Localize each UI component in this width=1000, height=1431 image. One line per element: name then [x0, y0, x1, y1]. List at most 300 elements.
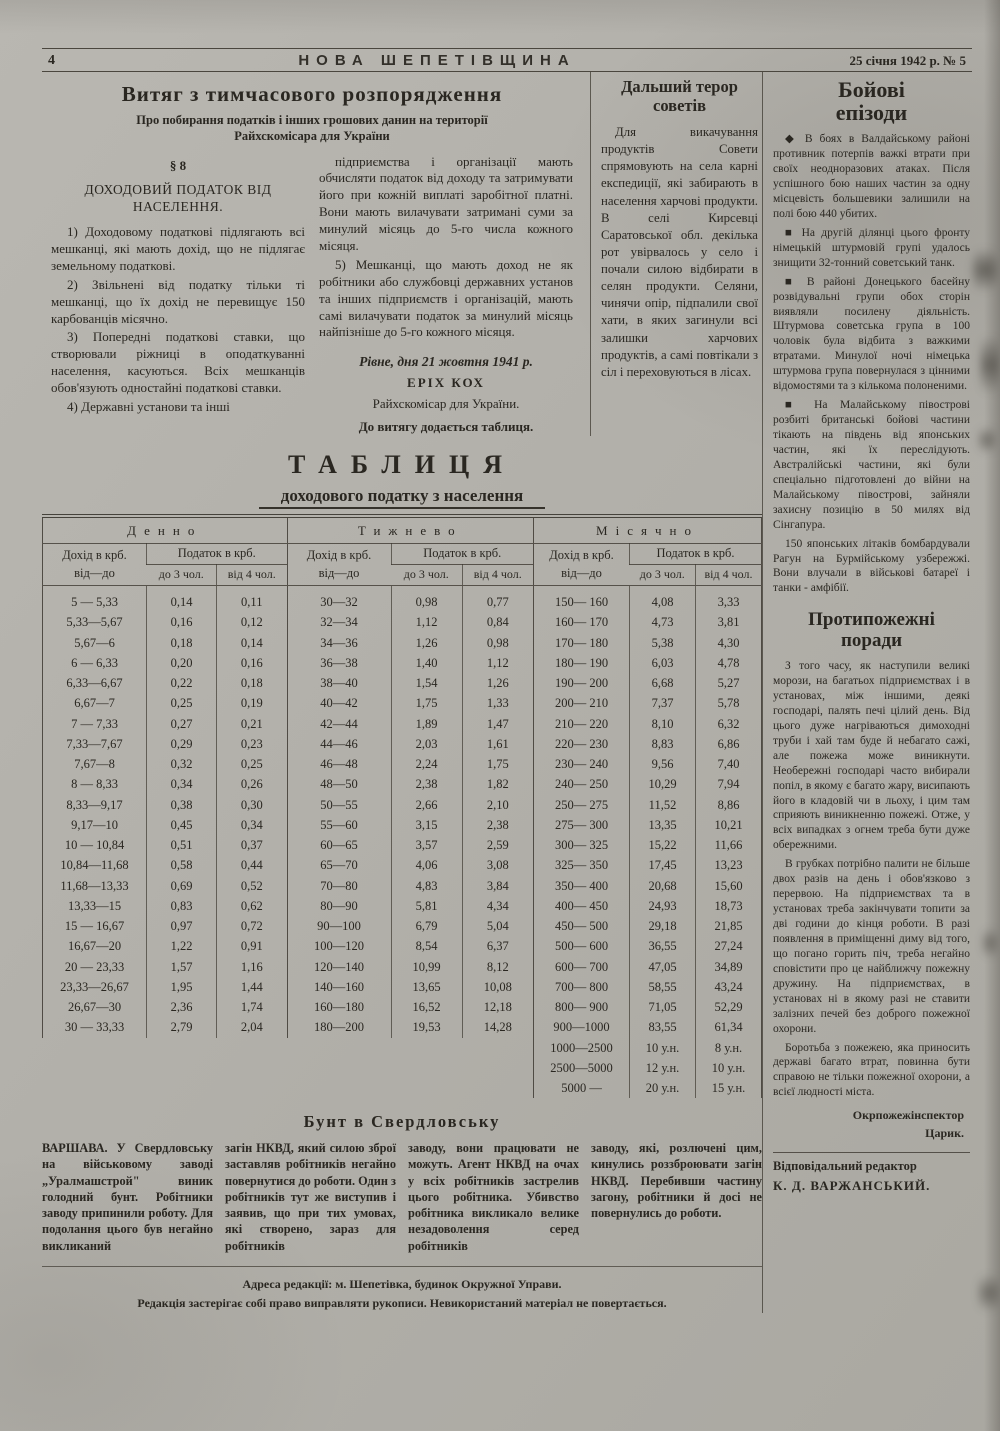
table-row	[287, 653, 533, 673]
fire-title	[773, 610, 970, 652]
section-mark: § 8	[169, 157, 187, 173]
editor-label: Відповідальний редактор	[773, 1159, 917, 1174]
fire-signoff	[773, 1106, 970, 1142]
tax-up-to-3: 10 у.н.	[630, 1038, 696, 1058]
article-column-2	[312, 154, 580, 436]
table-row	[534, 754, 762, 774]
table-row	[287, 835, 533, 855]
tax-up-to-3: 13,35	[630, 815, 696, 835]
tax-up-to-3: 8,83	[630, 734, 696, 754]
income-range: 210— 220	[554, 716, 609, 731]
col3-label: до 3 чол.	[147, 564, 217, 585]
income-range: 250— 275	[554, 797, 609, 812]
tax-up-to-3: 15,22	[630, 835, 696, 855]
tax-up-to-3: 0,14	[147, 586, 217, 613]
article-subtitle	[44, 112, 580, 145]
fire-title-line: поради	[840, 630, 903, 652]
article-columns	[44, 154, 580, 436]
tax-from-4: 8 у.н.	[696, 1038, 762, 1058]
tax-up-to-3: 20 у.н.	[630, 1078, 696, 1098]
signoff-name: Царик.	[925, 1126, 964, 1141]
income-range: 7,33—7,67	[66, 736, 123, 751]
tax-from-4: 0,44	[217, 855, 287, 875]
tax-up-to-3: 6,79	[391, 916, 462, 936]
col4-label: від 4 чол.	[217, 564, 287, 585]
tax-up-to-3: 1,22	[147, 936, 217, 956]
income-range: 120—140	[314, 959, 364, 974]
riot-column-3: заводу, вони працювати не можуть. Агент НКВД на очах у всіх робітників застрелив цього робітника. Убивство робітника викликало велике незадоволення серед робітників	[408, 1141, 579, 1253]
income-range: 700— 800	[554, 979, 609, 994]
riot-columns	[42, 1140, 762, 1254]
table-note: До витягу додається таблиця.	[358, 418, 534, 434]
income-range: 140—160	[314, 979, 364, 994]
tax-up-to-3: 0,45	[147, 815, 217, 835]
tax-from-4: 0,72	[217, 916, 287, 936]
tax-up-to-3: 5,81	[391, 896, 462, 916]
income-range: 65—70	[320, 858, 358, 873]
tax-up-to-3: 71,05	[630, 997, 696, 1017]
table-row	[43, 586, 287, 613]
tax-from-4: 0,16	[217, 653, 287, 673]
tax-from-4: 6,86	[696, 734, 762, 754]
table-row	[534, 835, 762, 855]
table-row	[287, 612, 533, 632]
tax-up-to-3: 47,05	[630, 957, 696, 977]
tax-from-4: 1,33	[462, 693, 533, 713]
tax-from-4: 0,30	[217, 795, 287, 815]
stain	[980, 320, 1000, 410]
table-row	[287, 855, 533, 875]
tax-from-4: 1,12	[462, 653, 533, 673]
tax-from-4: 11,66	[696, 835, 762, 855]
table-row	[534, 734, 762, 754]
table-subtitle	[42, 486, 762, 506]
tax-up-to-3: 8,10	[630, 714, 696, 734]
tax-up-to-3: 13,65	[391, 977, 462, 997]
section-heading-line: ДОХОДОВИЙ ПОДАТОК ВІД	[84, 182, 272, 198]
tax-up-to-3: 11,52	[630, 795, 696, 815]
income-range: 8,33—9,17	[66, 797, 123, 812]
table-row	[287, 957, 533, 977]
riot-column-2: загін НКВД, який силою зброї заставляв робітників негайно повернутися до роботи. Один з робітників тут же виступив і заявив, що при тих умовах, які створено, зараз для робітників	[225, 1141, 396, 1253]
table-row	[43, 612, 287, 632]
income-range: 240— 250	[554, 777, 609, 792]
tax-up-to-3: 10,29	[630, 774, 696, 794]
battle-title-line: Бойові	[838, 77, 905, 102]
tax-from-4: 0,34	[217, 815, 287, 835]
tax-from-4: 1,16	[217, 957, 287, 977]
signature-role: Райхскомісар для України.	[372, 395, 520, 411]
income-range: 325— 350	[554, 858, 609, 873]
tax-from-4: 7,94	[696, 774, 762, 794]
tax-up-to-3: 0,20	[147, 653, 217, 673]
income-range: 275— 300	[554, 817, 609, 832]
tax-up-to-3: 0,97	[147, 916, 217, 936]
tax-from-4: 10,21	[696, 815, 762, 835]
income-range: 6,67—7	[74, 696, 115, 711]
table-row	[534, 1017, 762, 1037]
tax-from-4: 0,37	[217, 835, 287, 855]
battle-item: ■ В районі Донецького басейну розвідувальні групи обох сторін виявляли посилену діяльність. Штурмова советська група в 100 чоловік була відбита з важкими втратами. Минулої ночі німецька штурмова група повернулася з цінними відомостями та з кількома полоненими.	[773, 275, 970, 393]
income-range: 48—50	[320, 777, 358, 792]
table-row	[287, 1017, 533, 1037]
tax-up-to-3: 0,83	[147, 896, 217, 916]
table-row	[287, 997, 533, 1017]
tax-tables	[42, 514, 762, 1099]
tax-up-to-3: 0,38	[147, 795, 217, 815]
footer-address: Адреса редакції: м. Шепетівка, будинок Окружної Управи.	[242, 1276, 562, 1291]
table-row	[43, 855, 287, 875]
income-range: 80—90	[320, 898, 358, 913]
tax-from-4: 0,91	[217, 936, 287, 956]
table-row	[287, 734, 533, 754]
table-row	[534, 1078, 762, 1098]
tax-from-4: 0,21	[217, 714, 287, 734]
table-row	[534, 1058, 762, 1078]
table-row	[43, 653, 287, 673]
income-range: 38—40	[320, 676, 358, 691]
tax-from-4: 6,37	[462, 936, 533, 956]
tax-from-4: 15,60	[696, 876, 762, 896]
article-column-1	[44, 154, 312, 436]
income-range: 26,67—30	[67, 1000, 122, 1015]
fire-paragraph: В грубках потрібно палити не більше двох разів на день і обов'язково з перервою. На підприємствах та в установах треба закінчувати топити за дві години до кінця роботи. В разі появлення в приміщенні диму від того, що погано горить піч, треба негайно сповістити про це найближчу пожежну дружину. На підприємствах, в установах ні в якому разі не ставити залізних печей без доброго пожежної охорони.	[773, 858, 970, 1035]
range-label: від—до	[74, 566, 115, 581]
signature-name: ЕРІХ КОХ	[407, 374, 485, 390]
tax-from-4: 2,59	[462, 835, 533, 855]
income-range: 230— 240	[554, 757, 609, 772]
tax-up-to-3: 6,68	[630, 673, 696, 693]
income-range: 500— 600	[554, 939, 609, 954]
income-range: 90—100	[317, 919, 361, 934]
tax-from-4: 2,38	[462, 815, 533, 835]
table-row	[534, 714, 762, 734]
income-range: 5000 —	[561, 1081, 602, 1096]
tax-from-4: 3,84	[462, 876, 533, 896]
table-row	[534, 876, 762, 896]
issue-date: 25 січня 1942 р. № 5	[849, 52, 966, 68]
income-range: 70—80	[320, 878, 358, 893]
tax-up-to-3: 1,40	[391, 653, 462, 673]
group-name-weekly: Тижнево	[287, 518, 533, 544]
tax-up-to-3: 2,79	[147, 1017, 217, 1037]
table-row	[287, 896, 533, 916]
paragraph: 4) Державні установи та інші	[67, 399, 230, 415]
tax-up-to-3: 4,73	[630, 612, 696, 632]
battle-item: ■ На другій ділянці цього фронту німецькій штурмовій групі удалось знищити 32-тонний советський танк.	[773, 226, 970, 269]
editor-name: К. Д. ВАРЖАНСЬКИЙ.	[773, 1178, 931, 1194]
tax-up-to-3: 2,03	[391, 734, 462, 754]
range-label: від—до	[561, 566, 602, 581]
table-row	[43, 774, 287, 794]
table-row	[43, 936, 287, 956]
masthead-title: НОВА ШЕПЕТІВЩИНА	[298, 52, 576, 69]
tax-from-4: 3,81	[696, 612, 762, 632]
tax-up-to-3: 2,38	[391, 774, 462, 794]
table-row	[534, 586, 762, 613]
battle-title-line: епізоди	[835, 100, 908, 126]
tax-from-4: 12,18	[462, 997, 533, 1017]
tax-from-4: 1,82	[462, 774, 533, 794]
tax-up-to-3: 19,53	[391, 1017, 462, 1037]
tax-from-4: 0,23	[217, 734, 287, 754]
table-row	[287, 774, 533, 794]
table-row	[43, 815, 287, 835]
tax-from-4: 5,04	[462, 916, 533, 936]
income-range: 6 — 6,33	[71, 655, 118, 670]
tax-up-to-3: 24,93	[630, 896, 696, 916]
table-row	[534, 855, 762, 875]
editor-block	[773, 1152, 970, 1194]
footer-notice: Редакція застерігає собі право виправляти рукописи. Невикористаний матеріал не повертається.	[137, 1295, 667, 1310]
income-label: Дохід в крб.	[549, 547, 614, 562]
income-range: 44—46	[320, 736, 358, 751]
tax-from-4: 2,10	[462, 795, 533, 815]
tax-up-to-3: 0,34	[147, 774, 217, 794]
table-row	[287, 673, 533, 693]
tax-from-4: 0,52	[217, 876, 287, 896]
tax-up-to-3: 58,55	[630, 977, 696, 997]
table-row	[43, 693, 287, 713]
income-range: 36—38	[320, 655, 358, 670]
income-range: 34—36	[320, 635, 358, 650]
income-range: 13,33—15	[67, 898, 122, 913]
tax-up-to-3: 20,68	[630, 876, 696, 896]
tax-up-to-3: 83,55	[630, 1017, 696, 1037]
table-row	[287, 714, 533, 734]
income-range: 8 — 8,33	[71, 777, 118, 792]
riot-article	[42, 1112, 762, 1254]
table-row	[43, 633, 287, 653]
tax-up-to-3: 0,29	[147, 734, 217, 754]
terror-title-line: Дальший терор	[621, 77, 738, 96]
income-range: 20 — 23,33	[64, 959, 125, 974]
tax-from-4: 34,89	[696, 957, 762, 977]
tax-up-to-3: 1,75	[391, 693, 462, 713]
page-content	[42, 72, 972, 1313]
tax-table-weekly	[287, 518, 534, 1038]
income-range: 32—34	[320, 615, 358, 630]
income-range: 220— 230	[554, 736, 609, 751]
tax-from-4: 18,73	[696, 896, 762, 916]
tax-up-to-3: 2,24	[391, 754, 462, 774]
tax-from-4: 1,26	[462, 673, 533, 693]
table-row	[287, 876, 533, 896]
tax-from-4: 15 у.н.	[696, 1078, 762, 1098]
tax-from-4: 5,27	[696, 673, 762, 693]
table-row	[534, 936, 762, 956]
tax-from-4: 4,30	[696, 633, 762, 653]
table-row	[43, 957, 287, 977]
fire-paragraph: Боротьба з пожежею, яка приносить державі багато втрат, повинна бути справою не тільки пожежної охорони, а всієї людності міста.	[773, 1041, 970, 1099]
income-range: 160—180	[314, 1000, 364, 1015]
table-row	[43, 896, 287, 916]
table-row	[534, 653, 762, 673]
table-title: ТАБЛИЦЯ	[288, 449, 516, 479]
tax-up-to-3: 0,25	[147, 693, 217, 713]
subtitle-line: Райхскомісара для України	[234, 129, 390, 144]
income-range: 800— 900	[554, 1000, 609, 1015]
tax-from-4: 1,44	[217, 977, 287, 997]
table-row	[43, 714, 287, 734]
terror-article	[591, 72, 762, 436]
income-range: 150— 160	[554, 595, 609, 610]
left-region	[42, 72, 762, 1313]
income-range: 6,33—6,67	[66, 676, 123, 691]
table-subtitle-text: доходового податку з населення	[259, 486, 546, 509]
table-row	[534, 633, 762, 653]
income-range: 900—1000	[553, 1020, 610, 1035]
income-range: 450— 500	[554, 919, 609, 934]
tax-table-daily	[42, 518, 287, 1038]
income-range: 23,33—26,67	[60, 979, 129, 994]
table-row	[287, 936, 533, 956]
range-label: від—до	[318, 566, 360, 581]
tax-from-4: 2,04	[217, 1017, 287, 1037]
tax-up-to-3: 29,18	[630, 916, 696, 936]
tax-from-4: 8,86	[696, 795, 762, 815]
tax-up-to-3: 8,54	[391, 936, 462, 956]
section-heading	[51, 182, 305, 216]
fire-paragraph: З того часу, як наступили великі морози, на багатьох підприємствах і в установах, між іншими, деякі господарі, палять печі цілий день. Від цього дуже нагріваються димоходні труби і хай там буде й небагато сажі, але пожежа може виникнути. Необережні господарі часто вибирали попіл, в якому є багато жару, висипають його в кладовій чи в льоху, і цим там сприяють виникненню пожежі. Отже, у всіх випадках з огнем треба бути дуже обережними.	[773, 660, 970, 852]
tax-up-to-3: 7,37	[630, 693, 696, 713]
tax-from-4: 10,08	[462, 977, 533, 997]
stain	[978, 420, 996, 460]
tax-up-to-3: 1,26	[391, 633, 462, 653]
battle-item: ■ На Малайському півострові розбиті британські бойові частини тікають на південь від японських частин, які їх переслідують. Австралійські частини, які були спеціально підготовлені до війни на Малайському півострові, зайняли захисну позицію в 50 милях від Сінгапура.	[773, 399, 970, 531]
tax-from-4: 13,23	[696, 855, 762, 875]
tax-from-4: 7,40	[696, 754, 762, 774]
table-row	[287, 977, 533, 997]
tax-up-to-3: 1,54	[391, 673, 462, 693]
income-label: Дохід в крб.	[306, 547, 372, 562]
riot-column-4: заводу, які, розлючені цим, кинулись роззброювати загін НКВД. Перебивши частину загону, робітники й досі не повернулись до роботи.	[591, 1141, 762, 1221]
tax-up-to-3: 16,52	[391, 997, 462, 1017]
tax-from-4: 14,28	[462, 1017, 533, 1037]
tax-up-to-3: 0,22	[147, 673, 217, 693]
paragraph: 5) Мешканці, що мають доход не як робітники або службовці державних установ та інших підприємств і організацій, мають самі вилачувати податок за минулий місяць найпізніше до 5-го кожного місяця.	[319, 256, 573, 340]
tax-from-4: 43,24	[696, 977, 762, 997]
income-range: 5,67—6	[74, 635, 115, 650]
signoff-role: Окрпожежінспектор	[852, 1108, 964, 1123]
subtitle-line: Про побирання податків і інших грошових данин на території	[136, 113, 488, 127]
tax-up-to-3: 5,38	[630, 633, 696, 653]
table-row	[43, 835, 287, 855]
table-row	[534, 612, 762, 632]
income-range: 9,17—10	[71, 817, 118, 832]
tax-from-4: 0,77	[462, 586, 533, 613]
paragraph: Для викачування продуктів Совети спрямовують на села карні експедиції, які забирають в населення харчові продукти. В селі Кирсевці Саратовської обл. декілька рот увірвалось у село і почали силою відбирати в селян продукти. Селяни, чинячи опір, підпалили свої хати, в яких загинули всі залишки харчових продуктів, а самі повтікали з сіл і переховуються в лісах.	[601, 124, 758, 379]
table-row	[287, 815, 533, 835]
income-range: 100—120	[314, 939, 364, 954]
tax-from-4: 0,12	[217, 612, 287, 632]
table-row	[534, 1038, 762, 1058]
tax-header: Податок в крб.	[630, 543, 762, 564]
income-range: 15 — 16,67	[64, 919, 125, 934]
table-row	[534, 693, 762, 713]
income-range: 16,67—20	[67, 939, 122, 954]
income-range: 30—32	[320, 595, 358, 610]
income-range: 170— 180	[554, 635, 609, 650]
tax-up-to-3: 1,89	[391, 714, 462, 734]
table-row	[534, 916, 762, 936]
income-range: 400— 450	[554, 898, 609, 913]
income-range: 10 — 10,84	[64, 838, 125, 853]
tax-from-4: 1,47	[462, 714, 533, 734]
tax-up-to-3: 0,32	[147, 754, 217, 774]
tax-header: Податок в крб.	[391, 543, 533, 564]
income-range: 350— 400	[554, 878, 609, 893]
battle-item: 150 японських літаків бомбардували Рагун на Бурмійському узбережжі. Вони влучали в військові батареї і танки - амфібії.	[773, 537, 970, 595]
table-row	[43, 1017, 287, 1037]
col3-label: до 3 чол.	[391, 564, 462, 585]
tax-up-to-3: 1,95	[147, 977, 217, 997]
stain	[978, 1265, 1000, 1321]
tax-up-to-3: 2,36	[147, 997, 217, 1017]
tax-from-4: 52,29	[696, 997, 762, 1017]
income-range: 42—44	[320, 716, 358, 731]
tax-from-4: 3,08	[462, 855, 533, 875]
tax-from-4: 0,84	[462, 612, 533, 632]
tax-from-4: 8,12	[462, 957, 533, 977]
table-row	[43, 977, 287, 997]
income-range: 190— 200	[554, 676, 609, 691]
terror-title	[601, 78, 758, 116]
income-header	[43, 543, 147, 586]
table-row	[287, 633, 533, 653]
income-range: 160— 170	[554, 615, 609, 630]
tax-from-4: 4,34	[462, 896, 533, 916]
right-column	[762, 72, 972, 1313]
tax-from-4: 0,98	[462, 633, 533, 653]
tax-up-to-3: 10,99	[391, 957, 462, 977]
col3-label: до 3 чол.	[630, 564, 696, 585]
fire-title-line: Протипожежні	[808, 609, 935, 631]
table-row	[287, 754, 533, 774]
tax-from-4: 21,85	[696, 916, 762, 936]
tax-from-4: 6,32	[696, 714, 762, 734]
page-header	[42, 48, 972, 72]
paragraph: 1) Доходовому податкові підлягають всі мешканці, які мають дохід, що не підлягає земельному податкові.	[51, 224, 305, 273]
battle-item: ◆ В боях в Валдайському районі противник потерпів важкі втрати при своїх неодноразових атаках. Після успішного бою наших частин за одну місцевість большевики залишили на полі бою 440 убитих.	[773, 133, 970, 220]
tax-table-section	[42, 450, 762, 1099]
table-row	[43, 734, 287, 754]
stain	[972, 238, 998, 302]
riot-column-1: ВАРШАВА. У Свердловську на військовому заводі „Уралмашстрой" виник голодний бунт. Робітники заводу припинили роботу. Для подолання цього був негайно викликаний	[42, 1141, 213, 1253]
group-name-daily: Денно	[43, 518, 287, 544]
tax-from-4: 1,74	[217, 997, 287, 1017]
tax-up-to-3: 3,15	[391, 815, 462, 835]
table-row	[534, 957, 762, 977]
tax-up-to-3: 1,12	[391, 612, 462, 632]
income-range: 10,84—11,68	[60, 858, 129, 873]
table-row	[534, 673, 762, 693]
tax-up-to-3: 0,51	[147, 835, 217, 855]
income-range: 1000—2500	[550, 1040, 613, 1055]
income-range: 46—48	[320, 757, 358, 772]
tax-from-4: 1,75	[462, 754, 533, 774]
tax-header: Податок в крб.	[147, 543, 287, 564]
income-range: 50—55	[320, 797, 358, 812]
tax-up-to-3: 0,98	[391, 586, 462, 613]
tax-from-4: 0,26	[217, 774, 287, 794]
tax-from-4: 3,33	[696, 586, 762, 613]
col4-label: від 4 чол.	[462, 564, 533, 585]
article-title: Витяг з тимчасового розпорядження	[121, 82, 503, 106]
income-header	[534, 543, 630, 586]
tax-from-4: 1,61	[462, 734, 533, 754]
imprint-footer	[42, 1266, 762, 1313]
